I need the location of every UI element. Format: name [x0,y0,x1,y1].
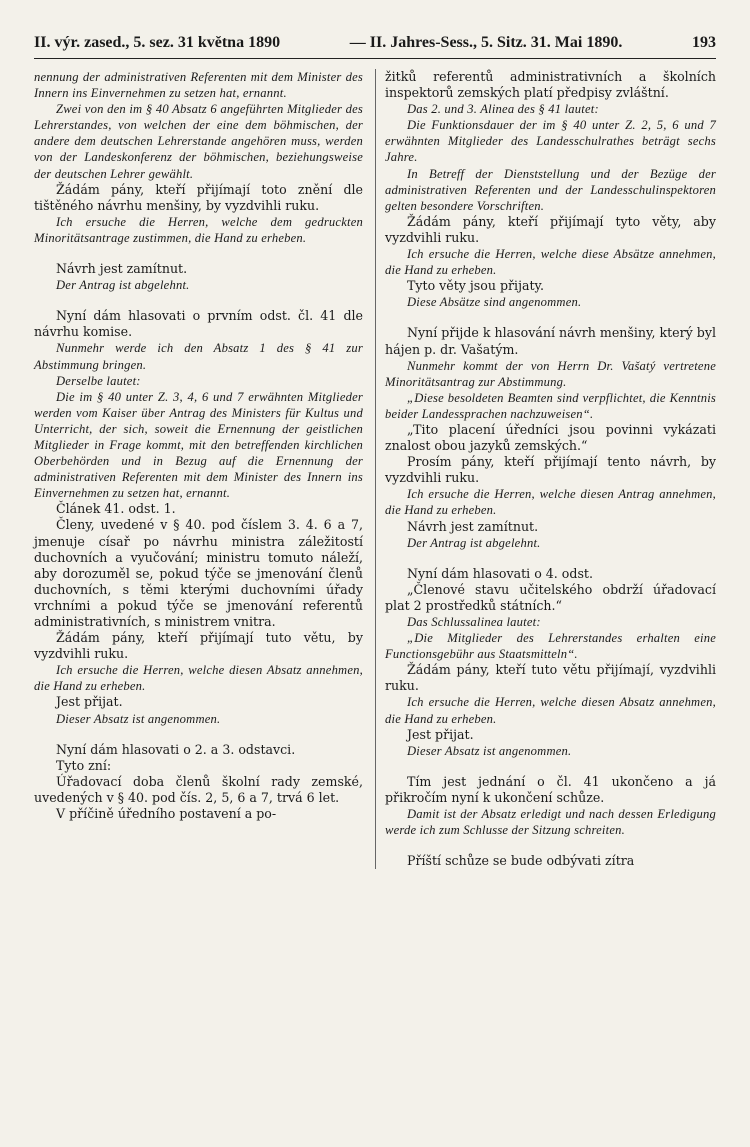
paragraph: Nunmehr kommt der von Herrn Dr. Vašatý vertretene Minoritätsantrag zur Abstimmung. [385,358,716,389]
paragraph: Jest přijat. [56,694,123,710]
paragraph: Nyní dám hlasovati o prvním odst. čl. 41 dle návrhu komise. [34,308,363,340]
paragraph: Nyní přijde k hlasování návrh menšiny, který byl hájen p. dr. Vašatým. [385,325,716,357]
paragraph: nennung der administrativen Referenten mit dem Minister des Innern ins Einvernehmen zu setzen hat, ernannt. [34,70,363,101]
paragraph: Členy, uvedené v § 40. pod číslem 3. 4. 6 a 7, jmenuje císař po návrhu ministra záležitostí duchovních a vyučování; ministru tomuto náleží, aby dorozuměl se, pokud týče se jmenování členů duchovních, s těmi kterými duchovními úřady vrchními a pokud týče se jmenování referentů administrativních, s ministrem vnitra. [34,517,363,629]
paragraph: In Betreff der Dienststellung und der Bezüge der administrativen Referenten und der Landesschulinspektoren gelten besondere Vorschriften. [385,166,716,213]
paragraph: Tyto zní: [56,757,112,773]
paragraph-gap [34,727,363,742]
paragraph: Ich ersuche die Herren, welche diesen Absatz annehmen, die Hand zu erheben. [385,695,716,726]
running-header [34,34,716,59]
paragraph: Žádám pány, kteří přijímají tuto větu, by vyzdvihli ruku. [34,630,363,662]
paragraph: „Tito placení úředníci jsou povinni vykázati znalost obou jazyků zemských.“ [385,421,716,454]
paragraph: Der Antrag ist abgelehnt. [407,535,541,550]
paragraph: Úřadovací doba členů školní rady zemské, uvedených v § 40. pod čís. 2, 5, 6 a 7, trvá 6 let. [34,773,363,805]
paragraph: Damit ist der Absatz erledigt und nach dessen Erledigung werde ich zum Schlusse der Sitzung schreiten. [385,807,716,838]
paragraph: Žádám pány, kteří přijímají tyto věty, aby vyzdvihli ruku. [385,213,716,245]
paragraph: Nyní dám hlasovati o 4. odst. [407,565,593,581]
paragraph: Das Schlussalinea lautet: [407,615,541,629]
paragraph: Ich ersuche die Herren, welche dem gedruckten Minoritätsantrage zustimmen, die Hand zu erheben. [34,214,363,245]
paragraph: Diese Absätze sind angenommen. [407,295,582,310]
paragraph: „Diese besoldeten Beamten sind verpflichtet, die Kenntnis beider Landessprachen nachzuweisen“. [385,390,716,421]
paragraph: žitků referentů administrativních a školních inspektorů zemských platí předpisy zvláštní. [385,69,716,101]
header-left: II. výr. zased., 5. sez. 31 května 1890 [34,34,281,51]
paragraph: Ich ersuche die Herren, welche diesen Absatz annehmen, die Hand zu erheben. [34,663,363,694]
text-columns [34,69,716,869]
left-column [34,69,375,869]
header-center: — II. Jahres-Sess., 5. Sitz. 31. Mai 1890. [349,34,623,51]
paragraph: Derselbe lautet: [56,373,141,388]
paragraph: Die Funktionsdauer der im § 40 unter Z. 2, 5, 6 und 7 erwähnten Mitglieder des Landesschulrathes beträgt sechs Jahre. [385,118,716,165]
paragraph: Článek 41. odst. 1. [56,501,176,517]
paragraph-gap [34,246,363,261]
paragraph: Jest přijat. [407,726,474,742]
right-column [375,69,716,869]
paragraph: Prosím pány, kteří přijímají tento návrh, by vyzdvihli ruku. [385,454,716,486]
paragraph: V příčině úředního postavení a po- [56,806,277,822]
paragraph: Tyto věty jsou přijaty. [407,278,544,294]
paragraph: Ich ersuche die Herren, welche diese Absätze annehmen, die Hand zu erheben. [385,247,716,278]
paragraph: „Členové stavu učitelského obdrží úřadovací plat 2 prostředků státních.“ [385,581,716,613]
paragraph: Nunmehr werde ich den Absatz 1 des § 41 zur Abstimmung bringen. [34,341,363,372]
paragraph: „Die Mitglieder des Lehrerstandes erhalten eine Functionsgebühr aus Staatsmitteln“. [385,631,716,662]
paragraph: Der Antrag ist abgelehnt. [56,278,190,293]
paragraph-gap [34,293,363,308]
page-number: 193 [691,34,716,51]
paragraph: Žádám pány, kteří přijímají toto znění dle tištěného návrhu menšiny, by vyzdvihli ruku. [34,181,363,213]
paragraph: Die im § 40 unter Z. 3, 4, 6 und 7 erwähnten Mitglieder werden vom Kaiser über Antrag des Ministers für Kultus und Unterricht, der sich, soweit die Ernennung der geistlichen Mitglieder in Frage kommt, mit den betreffenden kirchlichen Oberbehörden und in Bezug auf die Ernennung der administrativen Referenten mit dem Minister des Innern ins Einvernehmen zu setzen hat, ernannt. [34,389,363,501]
paragraph: Návrh jest zamítnut. [407,518,539,534]
paragraph: Nyní dám hlasovati o 2. a 3. odstavci. [56,741,296,757]
paragraph: Příští schůze se bude odbývati zítra [407,853,635,869]
paragraph: Návrh jest zamítnut. [56,261,188,277]
paragraph: Žádám pány, kteří tuto větu přijímají, vyzdvihli ruku. [385,662,716,694]
paragraph-gap [385,551,716,566]
paragraph-gap [385,310,716,325]
paragraph: Dieser Absatz ist angenommen. [407,743,572,758]
paragraph: Zwei von den im § 40 Absatz 6 angeführten Mitglieder des Lehrerstandes, von welchen der eine dem böhmischen, der andere dem deutschen Lehrerstande angehören muss, werden von der Landeskonferenz der böhmischen, beziehungsweise der deutschen Lehrer gewählt. [34,102,363,181]
paragraph: Dieser Absatz ist angenommen. [56,711,221,726]
paragraph: Das 2. und 3. Alinea des § 41 lautet: [407,102,599,117]
paragraph-gap [385,759,716,774]
paragraph: Tím jest jednání o čl. 41 ukončeno a já přikročím nyní k ukončení schůze. [385,773,716,805]
paragraph: Ich ersuche die Herren, welche diesen Antrag annehmen, die Hand zu erheben. [385,487,716,518]
paragraph-gap [385,838,716,853]
